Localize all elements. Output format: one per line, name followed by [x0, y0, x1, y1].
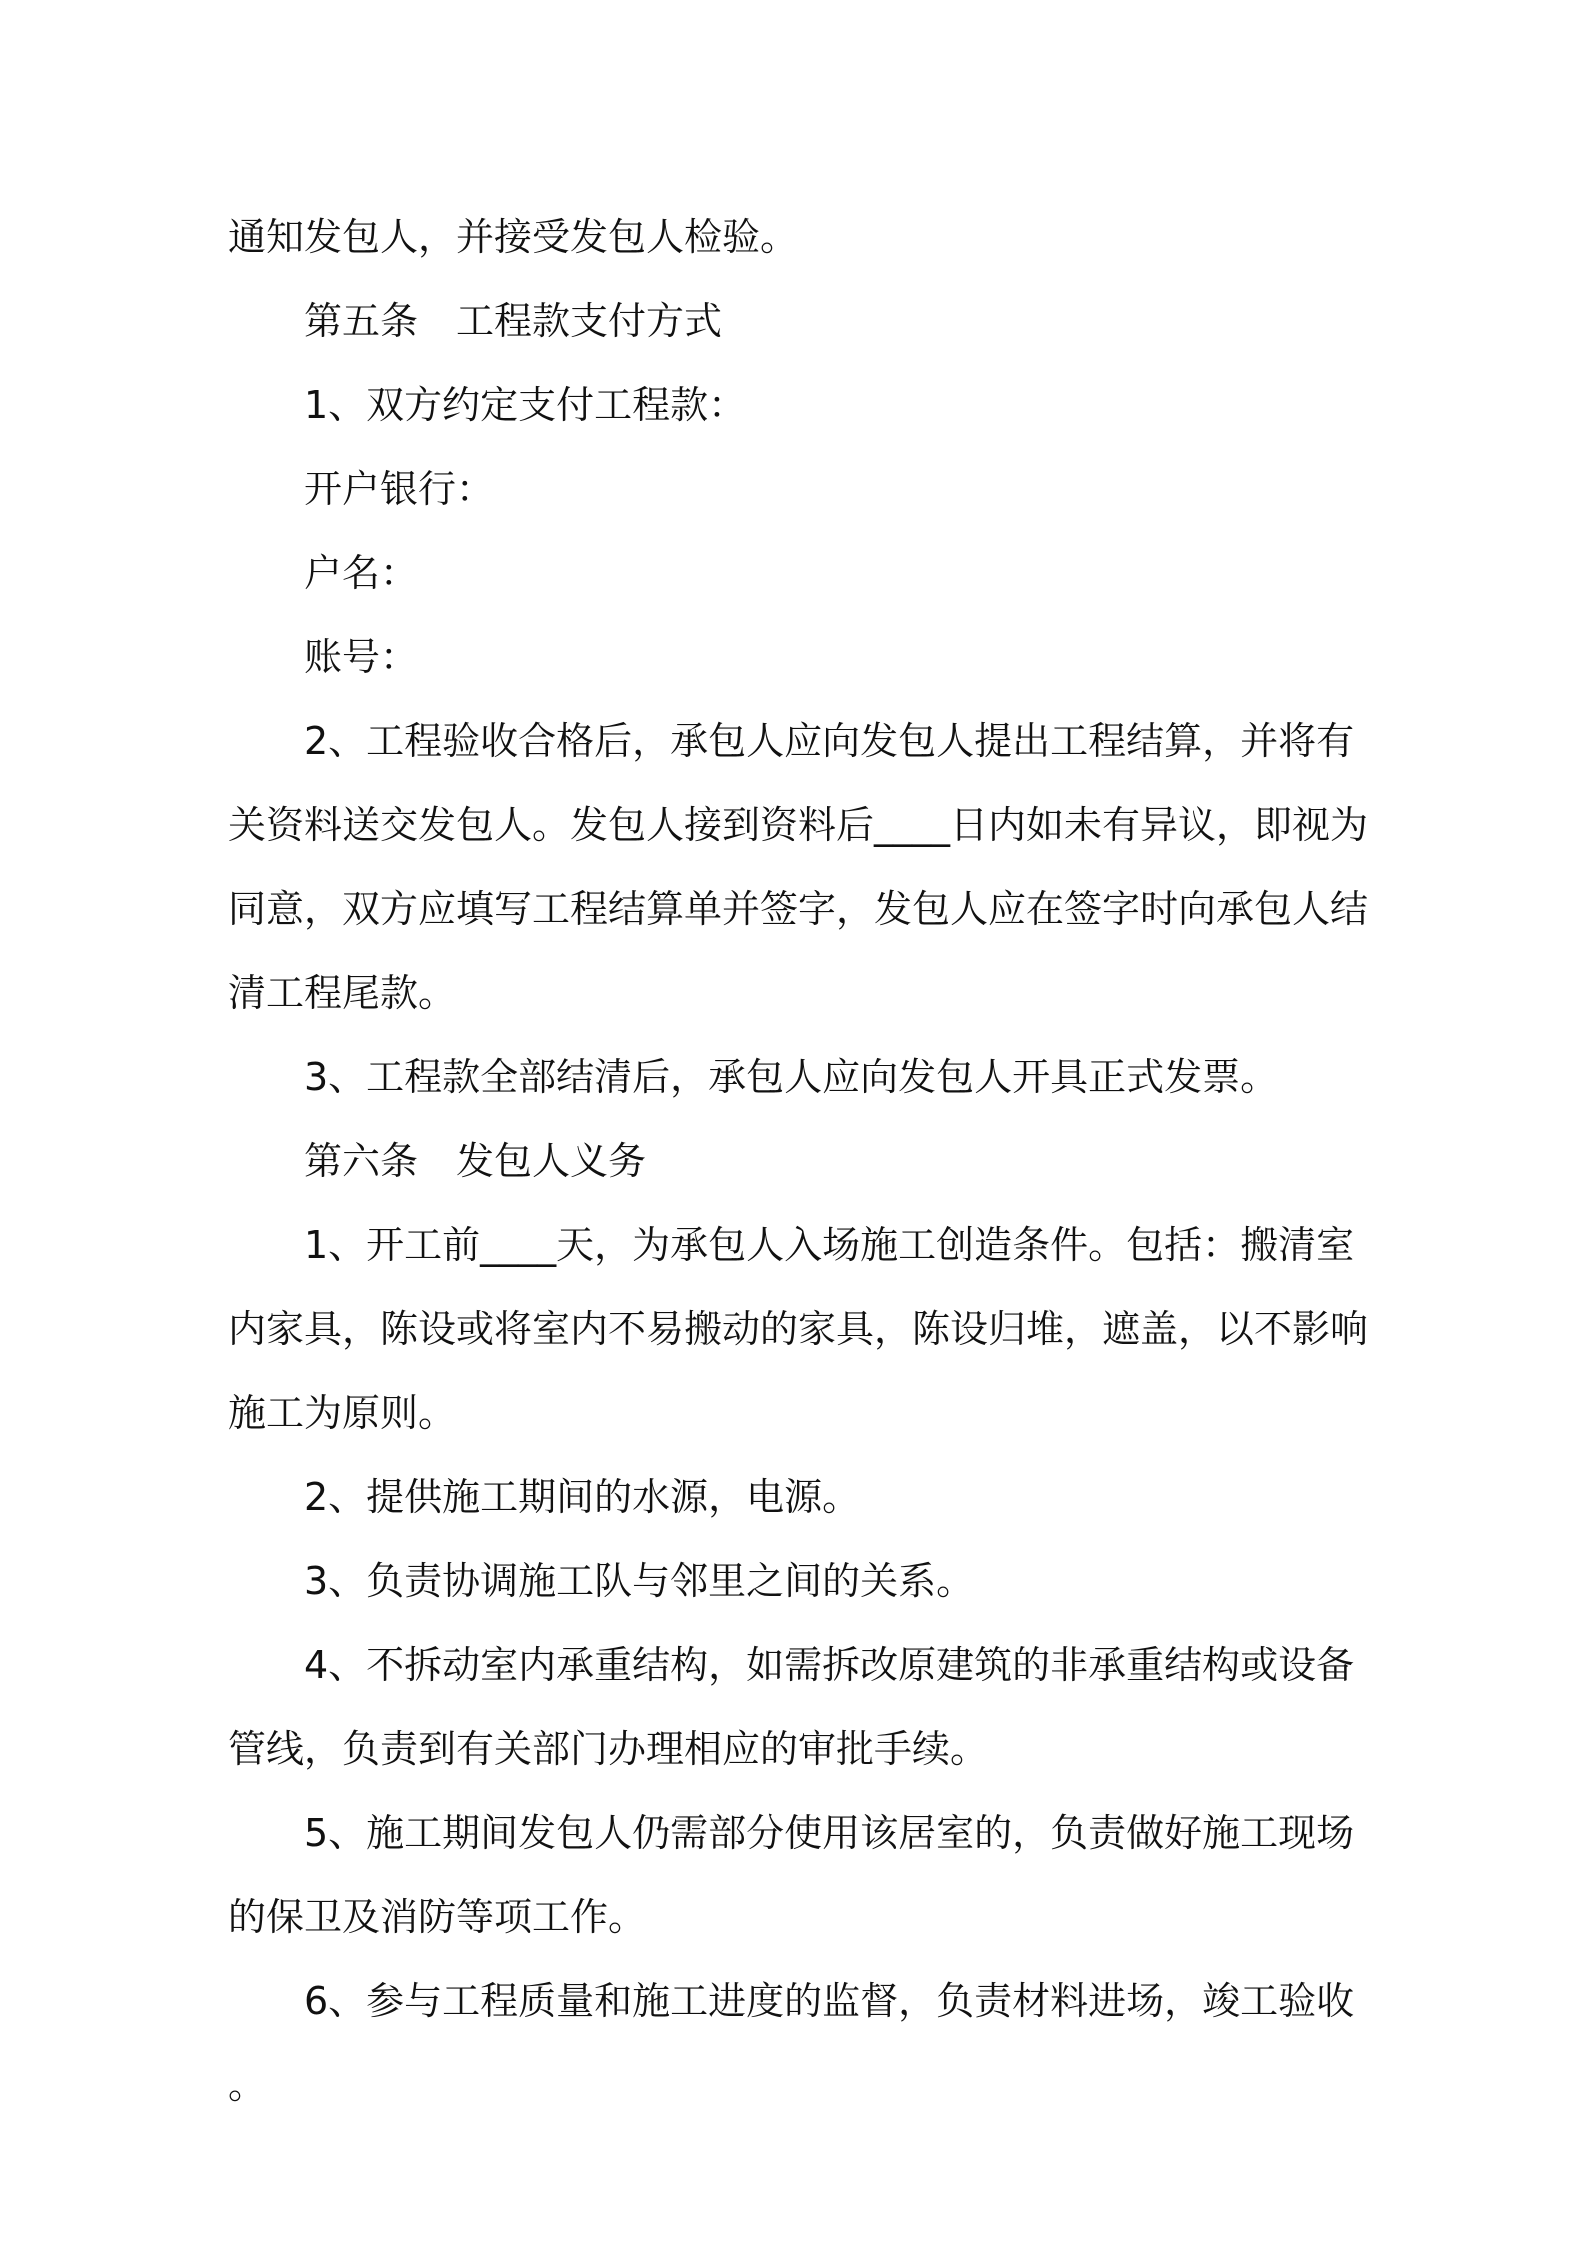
paragraph-continuation: 通知发包人，并接受发包人检验。	[228, 215, 799, 259]
obligation-clause-5: 5、施工期间发包人仍需部分使用该居室的，负责做好施工现场的保卫及消防等项工作。	[228, 1811, 1355, 1939]
account-name-label: 户名：	[304, 551, 419, 595]
obligation-clause-3: 3、负责协调施工队与邻里之间的关系。	[304, 1559, 975, 1603]
obligation-clause-1: 1、开工前____天，为承包人入场施工创造条件。包括：搬清室内家具，陈设或将室内不易搬动的家具，陈设归堆，遮盖，以不影响施工为原则。	[228, 1223, 1369, 1435]
obligation-clause-2: 2、提供施工期间的水源，电源。	[304, 1475, 861, 1519]
article-6-heading: 第六条 发包人义务	[304, 1139, 647, 1183]
obligation-clause-4: 4、不拆动室内承重结构，如需拆改原建筑的非承重结构或设备管线，负责到有关部门办理相应的审批手续。	[228, 1643, 1355, 1771]
obligation-clause-6: 6、参与工程质量和施工进度的监督，负责材料进场，竣工验收。	[228, 1979, 1355, 2107]
bank-field-label: 开户银行：	[304, 467, 495, 511]
payment-clause-1: 1、双方约定支付工程款：	[304, 383, 747, 427]
account-number-label: 账号：	[304, 635, 419, 679]
article-5-heading: 第五条 工程款支付方式	[304, 299, 723, 343]
payment-clause-2: 2、工程验收合格后，承包人应向发包人提出工程结算，并将有关资料送交发包人。发包人接到资料后____日内如未有异议，即视为同意，双方应填写工程结算单并签字，发包人应在签字时向承包人结清工程尾款。	[228, 719, 1369, 1015]
document-body	[228, 195, 1368, 2127]
payment-clause-3: 3、工程款全部结清后，承包人应向发包人开具正式发票。	[304, 1055, 1279, 1099]
